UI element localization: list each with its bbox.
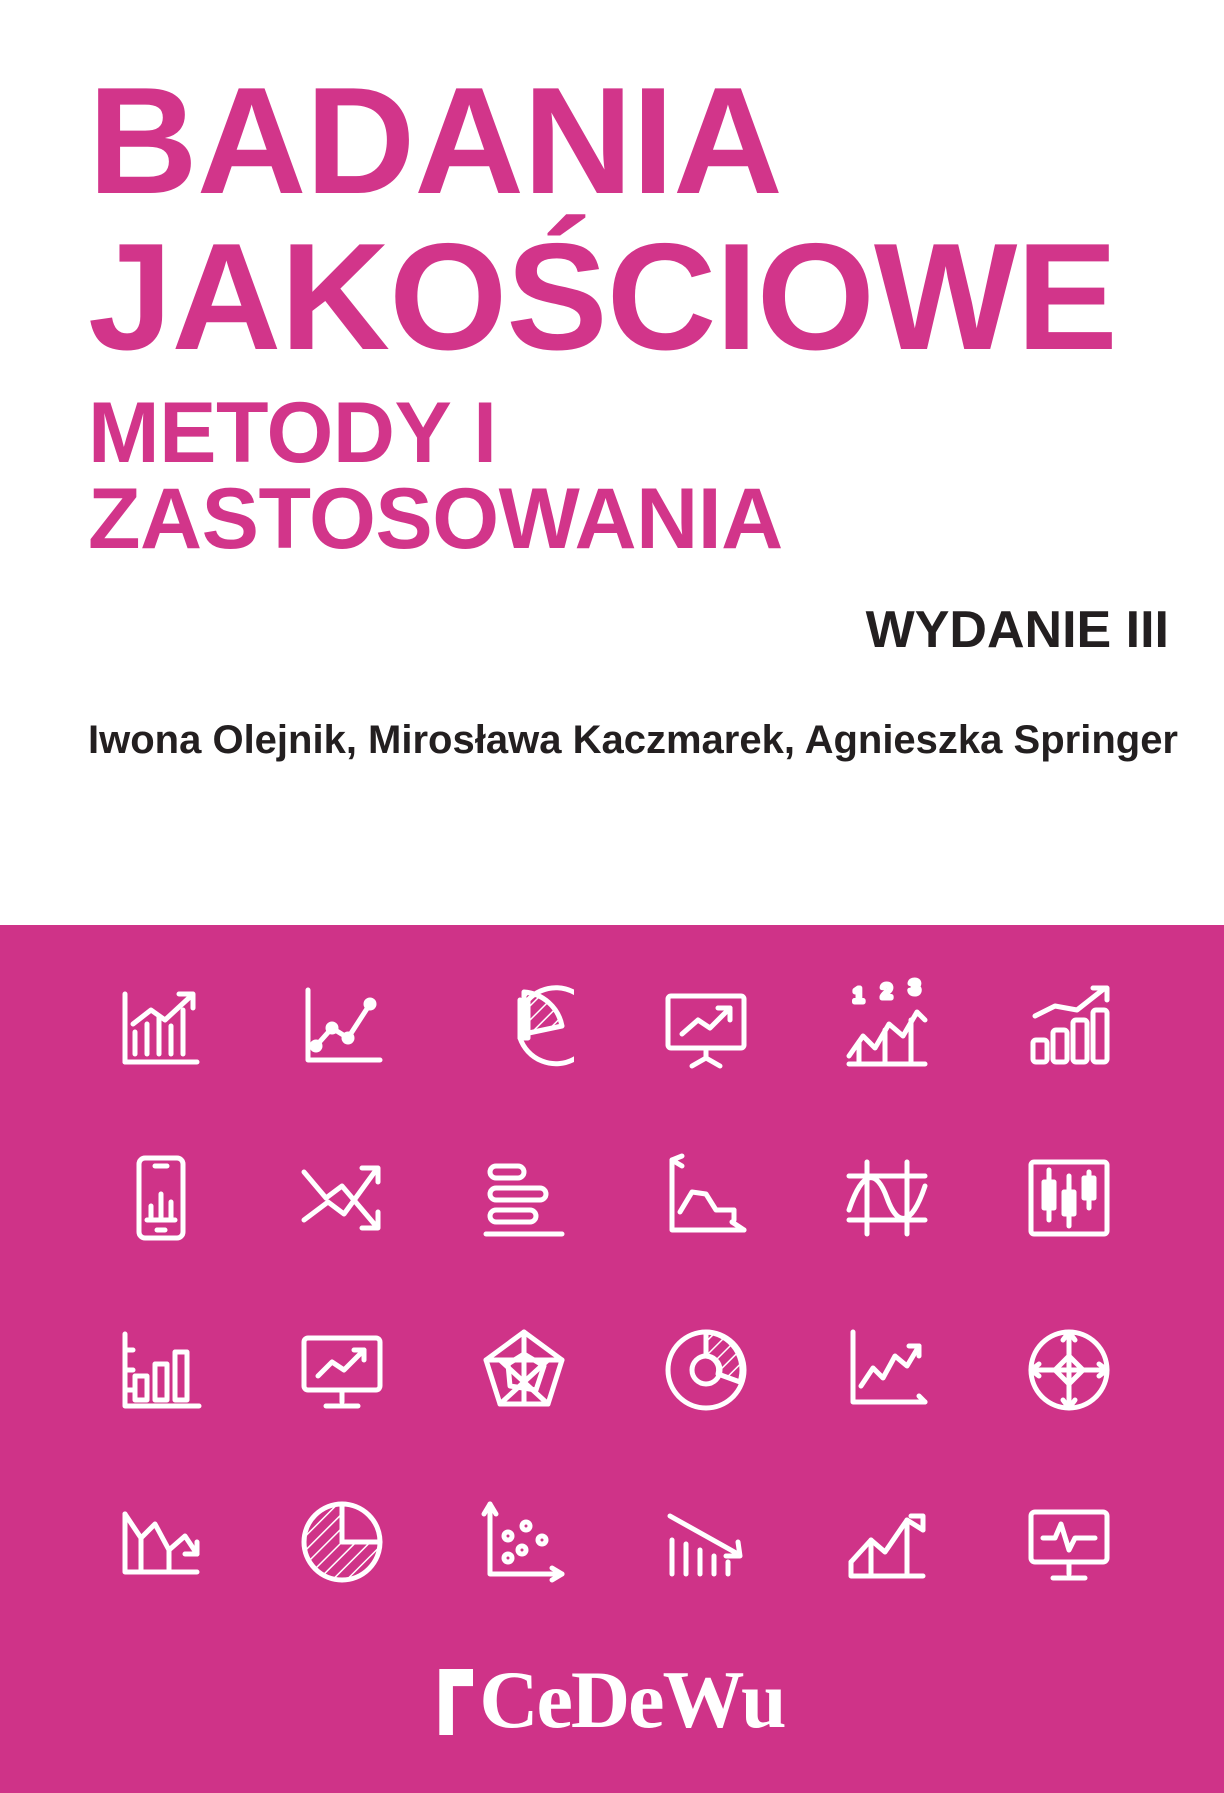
donut-chart-icon <box>646 1310 766 1430</box>
scatter-plot-icon <box>464 1482 584 1602</box>
declining-bars-arrow-icon <box>646 1482 766 1602</box>
mobile-analytics-icon <box>101 1138 221 1258</box>
pie-chart-slice-icon <box>464 966 584 1086</box>
desktop-monitor-chart-icon <box>282 1310 402 1430</box>
publisher-logo <box>439 1654 785 1745</box>
edition-label: WYDANIE III <box>865 601 1169 659</box>
icon-panel <box>0 925 1224 1793</box>
presentation-board-chart-icon <box>646 966 766 1086</box>
growth-bars-arrow-icon <box>1009 966 1129 1086</box>
bar-chart-trend-icon <box>101 966 221 1086</box>
radar-spider-chart-icon <box>464 1310 584 1430</box>
title-block <box>88 56 1138 567</box>
publisher-name: CeDeWu <box>479 1654 785 1745</box>
monitor-pulse-icon <box>1009 1482 1129 1602</box>
mountain-area-chart-icon <box>827 1482 947 1602</box>
svg-text:1: 1 <box>853 985 865 1007</box>
pie-quarter-hatched-icon <box>282 1482 402 1602</box>
numbered-line-chart-icon <box>827 966 947 1086</box>
book-title-line-2: JAKOŚCIOWE <box>88 211 1117 382</box>
publisher-logo-mark <box>439 1669 473 1735</box>
line-chart-axes-icon <box>282 966 402 1086</box>
zigzag-line-graph-icon <box>827 1310 947 1430</box>
horizontal-bar-list-icon <box>464 1138 584 1258</box>
column-chart-frame-icon <box>101 1310 221 1430</box>
svg-text:3: 3 <box>909 977 921 999</box>
svg-text:2: 2 <box>881 981 893 1003</box>
crossing-arrows-icon <box>282 1138 402 1258</box>
area-decline-chart-icon <box>646 1138 766 1258</box>
wave-signal-grid-icon <box>827 1138 947 1258</box>
publisher-logo-area <box>0 1654 1224 1745</box>
icon-grid <box>70 950 1160 1618</box>
book-subtitle: METODY I ZASTOSOWANIA <box>88 384 783 567</box>
area-zigzag-down-icon <box>101 1482 221 1602</box>
authors-line: Iwona Olejnik, Mirosława Kaczmarek, Agnieszka Springer <box>88 718 1178 762</box>
compass-target-icon <box>1009 1310 1129 1430</box>
book-title-line-1: BADANIA <box>88 56 782 226</box>
candlestick-chart-icon <box>1009 1138 1129 1258</box>
